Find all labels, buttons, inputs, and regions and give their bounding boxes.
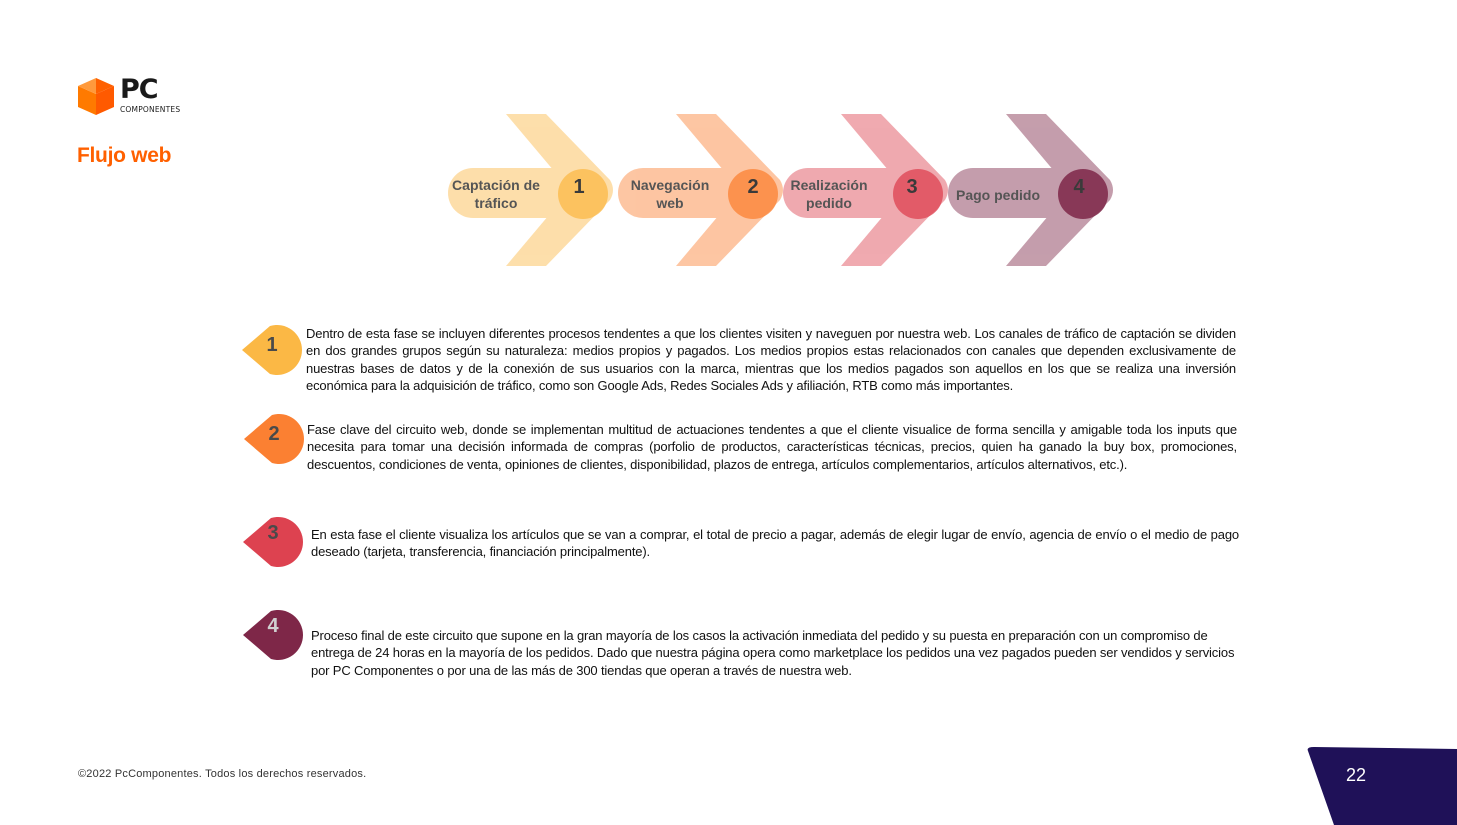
flow-step-label: Navegación web <box>630 177 710 211</box>
flow-step-label: Pago pedido <box>956 187 1040 203</box>
number-badge <box>240 324 304 376</box>
flow-step-1 <box>440 110 610 280</box>
page-number: 22 <box>1345 765 1367 785</box>
phase-description: Proceso final de este circuito que supone en la gran mayoría de los casos la activación inmediata del pedido y su puesta en preparación con un compromiso de entrega de 24 horas en la mayoría de los pedidos. Dado que nuestra página opera como marketplace los pedidos una vez pagados pueden ser vendidos y servicios por PC Componentes o por una de las más de 300 tiendas que operan a través de nuestra web. <box>311 628 1235 678</box>
process-flow <box>440 110 1120 280</box>
number-badge <box>241 516 305 568</box>
phase-description: Dentro de esta fase se incluyen diferentes procesos tendentes a que los clientes visiten y naveguen por nuestra web. Los canales de tráfico de captación se dividen en dos grandes grupos según su naturaleza: medios propios y pagados. Los medios propios estas relacionados con canales que dependen exclusivamente de nuestras bases de datos y de la conexión de sus usuarios con la marca, mientras que los medios pagados son aquellos en los que se realiza una inversión económica para la adquisición de tráfico, como son Google Ads, Redes Sociales Ads y afiliación, RTB como más importantes. <box>306 326 1236 393</box>
number-badge <box>241 609 305 661</box>
flow-step-number: 3 <box>906 176 918 198</box>
flow-step-label: Realización pedido <box>790 177 868 211</box>
flow-step-3 <box>775 110 945 280</box>
page-number-tab <box>1300 745 1457 825</box>
flow-step-number: 2 <box>747 176 759 198</box>
badge-number: 3 <box>267 522 279 544</box>
pc-componentes-logo[interactable] <box>76 74 196 116</box>
phase-description: Fase clave del circuito web, donde se implementan multitud de actuaciones tendentes a que el cliente visualice de forma sencilla y amigable toda los inputs que necesita para tomar una decisión informada de compras (porfolio de productos, características técnicas, precios, quien ha ganado la buy box, promociones, descuentos, condiciones de venta, opiniones de clientes, disponibilidad, plazos de entrega, artículos complementarios, artículos alternativos, etc.). <box>307 422 1237 472</box>
copyright-notice: ©2022 PcComponentes. Todos los derechos reservados. <box>78 768 367 780</box>
flow-step-number: 1 <box>573 176 585 198</box>
flow-step-label: Captación de tráfico <box>452 177 540 211</box>
number-badge <box>242 413 306 465</box>
box-logo-icon <box>76 74 116 116</box>
flow-step-2 <box>610 110 780 280</box>
page-title: Flujo web <box>77 144 172 167</box>
badge-number: 1 <box>266 334 278 356</box>
badge-number: 4 <box>267 615 279 637</box>
flow-step-4 <box>940 110 1110 280</box>
logo-subtitle: COMPONENTES <box>120 105 181 114</box>
phase-description: En esta fase el cliente visualiza los artículos que se van a comprar, el total de precio a pagar, además de elegir lugar de envío, agencia de envío o el medio de pago deseado (tarjeta, transferencia, financiación principalmente). <box>311 527 1239 560</box>
flow-step-number: 4 <box>1073 176 1085 198</box>
logo-wordmark: PC <box>120 74 158 105</box>
tab-shape <box>1300 745 1457 825</box>
badge-number: 2 <box>268 423 280 445</box>
